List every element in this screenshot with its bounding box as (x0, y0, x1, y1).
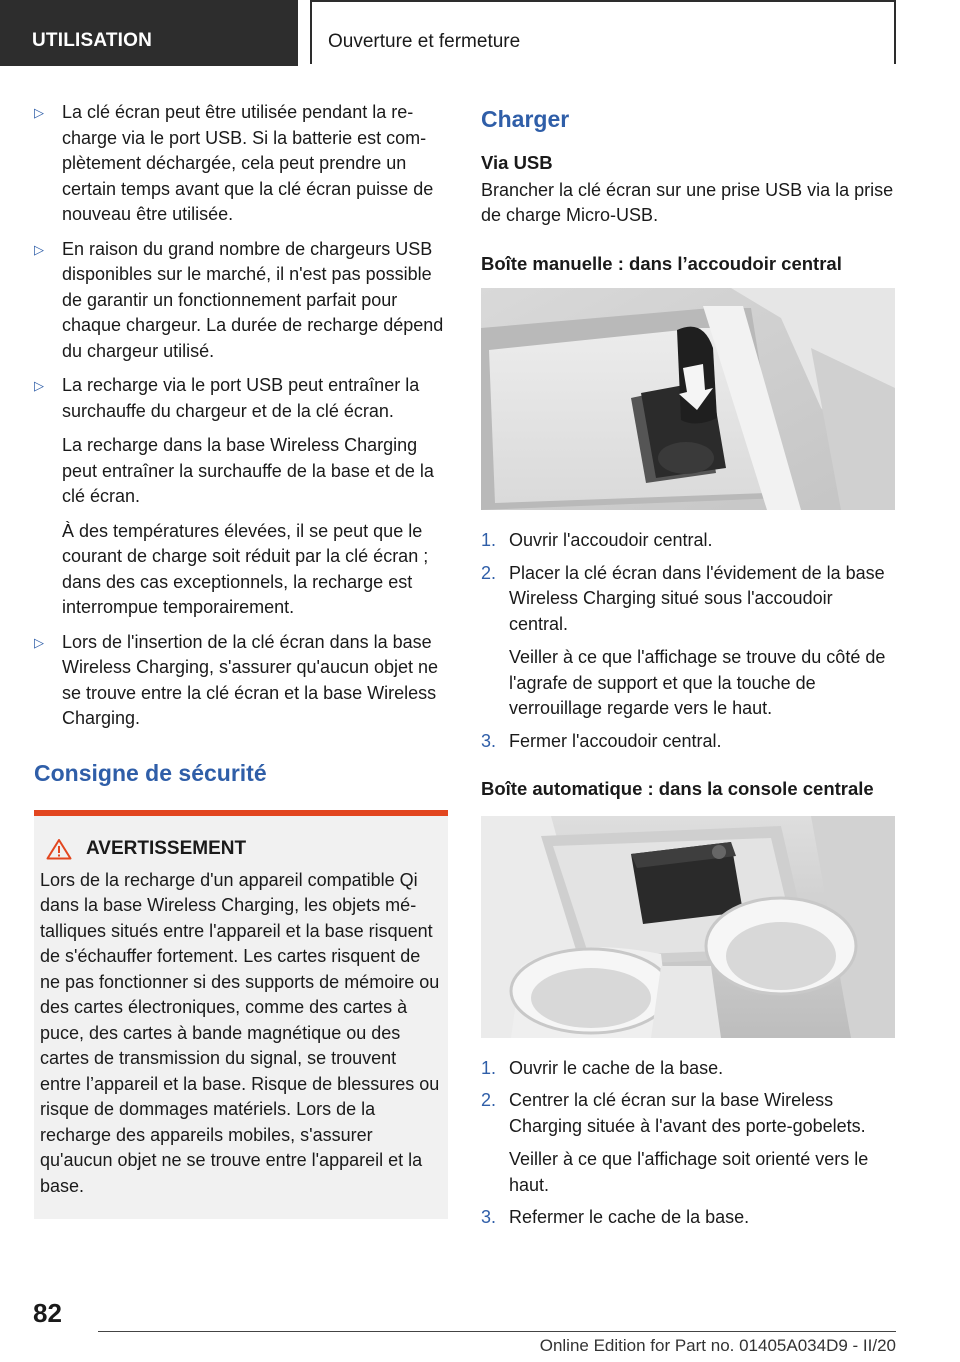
bullet-text: Lors de l'insertion de la clé écran dans la base Wireless Charging, s'assurer qu'aucun objet ne se trouve entre la clé écran et la base Wireless Charging. (62, 631, 439, 728)
left-column (34, 100, 448, 1219)
bullet-text: À des températures élevées, il se peut que le courant de charge soit réduit par la clé écran ; dans des cas exceptionnels, la recharge est interrompue temporairement. (62, 520, 429, 617)
numbered-step (481, 729, 895, 755)
triangle-bullet-icon: ▷ (34, 378, 44, 393)
numbered-step (481, 528, 895, 554)
footer-edition: Online Edition for Part no. 01405A034D9 - II/20 (539, 1336, 896, 1355)
chapter-title: Ouverture et fermeture (312, 2, 894, 64)
automatic-title: Boîte automatique : dans la console centrale (481, 778, 874, 799)
footer-divider (98, 1331, 896, 1332)
step-text: Veiller à ce que l'affichage soit orienté vers le haut. (509, 1149, 869, 1195)
chapter-tab (310, 0, 896, 64)
console-charging-photo (481, 816, 895, 1038)
right-column (481, 100, 895, 1238)
warning-triangle-icon (46, 838, 72, 860)
step-text: Centrer la clé écran sur la base Wireless Charging située à l'avant des porte-gobelets. (509, 1090, 866, 1136)
triangle-bullet-icon: ▷ (34, 105, 44, 120)
step-number: 3. (481, 1207, 497, 1227)
step-number: 3. (481, 730, 497, 751)
bullet-item (34, 630, 448, 732)
step-text: Refermer le cache de la base. (509, 1207, 750, 1227)
step-text: Ouvrir l'accoudoir central. (509, 530, 713, 550)
step-text: Veiller à ce que l'affichage se trouve du côté de l'agrafe de support et que la touche de verrouillage regarde vers le haut. (509, 647, 886, 718)
bullet-item (34, 373, 448, 621)
numbered-step (481, 1205, 895, 1231)
usb-text: Brancher la clé écran sur une prise USB via la prise de charge Micro-USB. (481, 179, 894, 225)
step-number: 2. (481, 562, 497, 583)
page-header (0, 0, 960, 66)
warning-title-text: AVERTISSEMENT (86, 837, 247, 859)
numbered-step (481, 561, 895, 722)
numbered-step (481, 1088, 895, 1198)
bullet-text: La clé écran peut être utilisée pendant la recharge via le port USB. Si la batterie est complètement déchargée, cela peut prendre un certain temps avant que la clé écran puisse de nouveau être utilisée. (62, 102, 434, 224)
bullet-text: La recharge dans la base Wireless Charging peut entraîner la surchauffe de la base et de la clé écran. (62, 435, 434, 506)
step-number: 1. (481, 1057, 497, 1078)
step-number: 1. (481, 530, 497, 550)
step-text: Placer la clé écran dans l'évidement de la base Wireless Charging situé sous l'accoudoir central. (509, 562, 885, 634)
usb-title: Via USB (481, 152, 553, 173)
warning-body: Lors de la recharge d'un appareil compatible Qi dans la base Wireless Charging, les objets métalliques situés entre l'appareil et la base risquent de s'échauffer fortement. Les cartes risquent de ne pas fonctionner si des supports de mémoire ou des cartes électroniques, comme des cartes à puce, des cartes à bande magnétique ou des cartes de transmission du signal, se trouvent entre l’appareil et la base. Risque de blessures ou risque de dommages matériels. Lors de la recharge des appareils mobiles, s'assurer qu'aucun objet ne se trouve entre l'appareil et la base. (40, 869, 440, 1196)
warning-box (34, 810, 448, 1220)
numbered-step (481, 1056, 895, 1082)
triangle-bullet-icon: ▷ (34, 241, 44, 257)
step-text: Fermer l'accoudoir central. (509, 730, 722, 751)
step-number: 2. (481, 1090, 497, 1110)
bullet-text: En raison du grand nombre de chargeurs USB disponibles sur le marché, il n'est pas possible de garantir un fonctionnement parfait pour chaque chargeur. La durée de recharge dépend du chargeur utilisé. (62, 238, 444, 361)
section-tab: UTILISATION (0, 0, 298, 66)
bullet-text: La recharge via le port USB peut entraîner la surchauffe du chargeur et de la clé écran. (62, 375, 420, 421)
triangle-bullet-icon: ▷ (34, 634, 44, 650)
charger-heading: Charger (481, 106, 570, 132)
bullet-item (34, 100, 448, 228)
bullet-item (34, 237, 448, 365)
step-text: Ouvrir le cache de la base. (509, 1057, 724, 1078)
armrest-charging-photo (481, 288, 895, 510)
safety-heading: Consigne de sécurité (34, 759, 267, 786)
page-number: 82 (33, 1298, 62, 1328)
warning-title (40, 836, 440, 862)
manual-title: Boîte manuelle : dans l’accoudoir central (481, 252, 842, 274)
